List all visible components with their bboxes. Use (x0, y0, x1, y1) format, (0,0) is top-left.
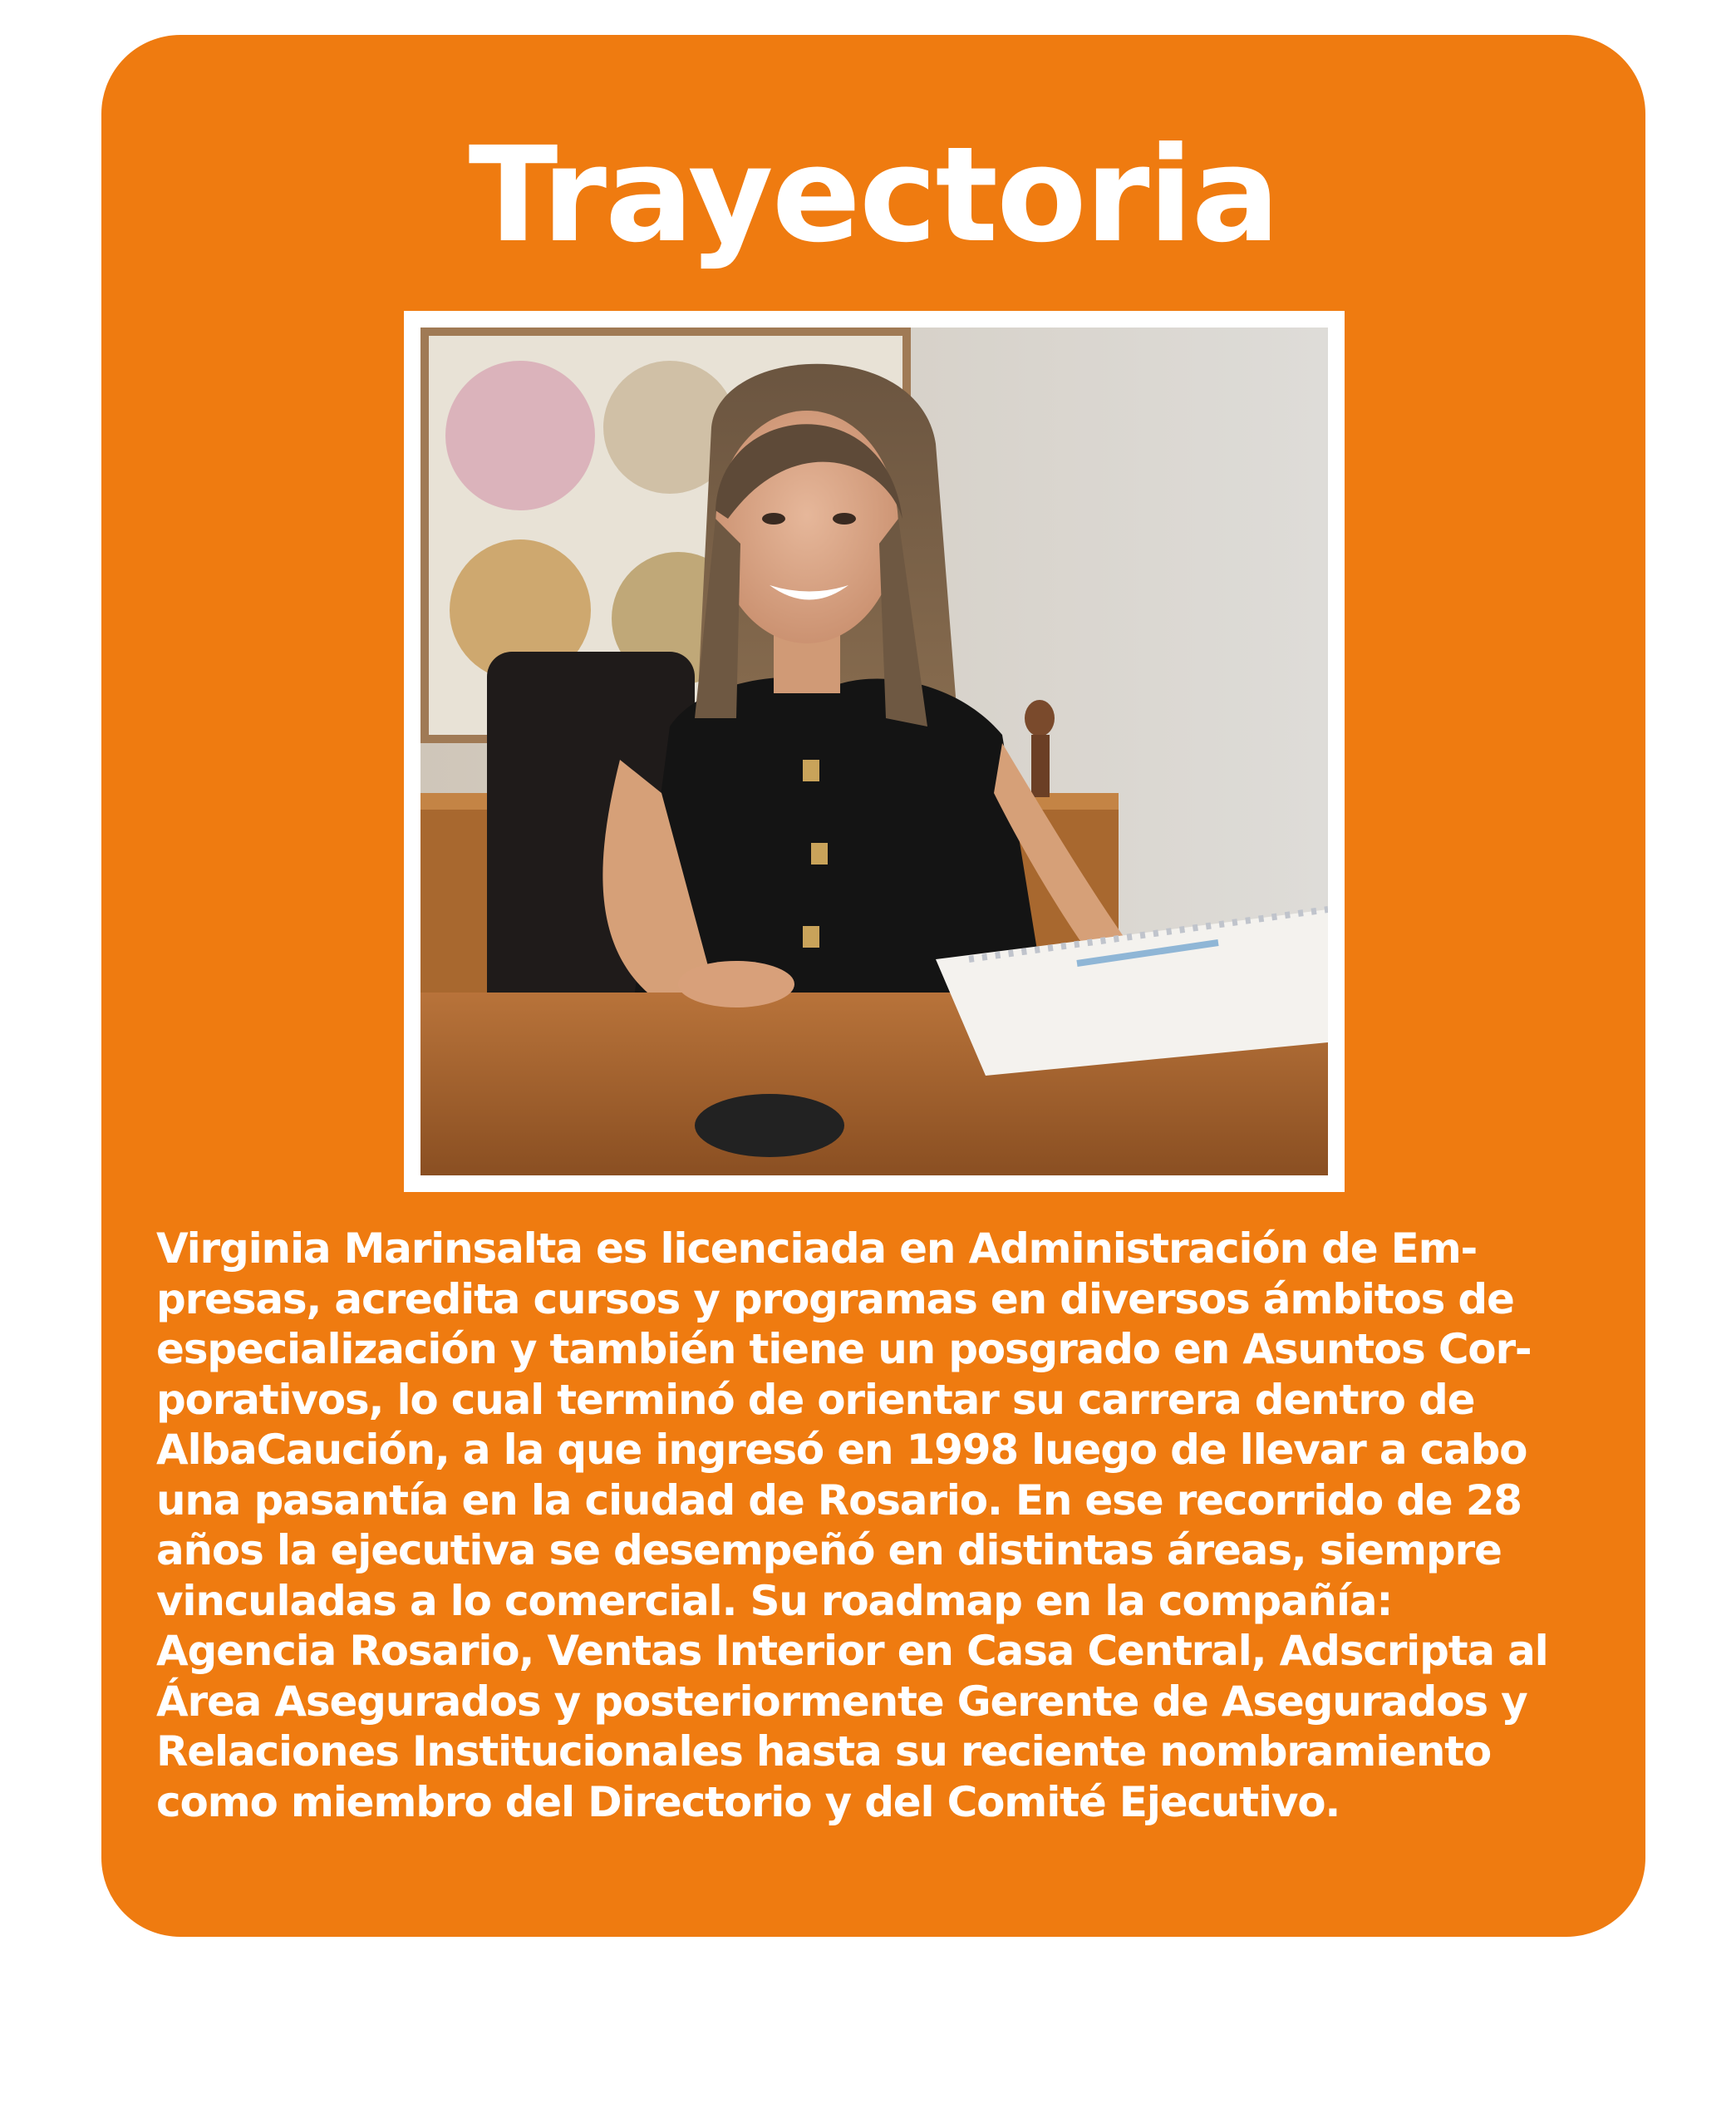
bio-line: años la ejecutiva se desempeñó en distintas áreas, siempre (156, 1526, 1502, 1574)
bio-line: especialización y también tiene un posgrado en Asuntos Cor- (156, 1325, 1532, 1373)
bio-paragraph (156, 1224, 1606, 1827)
bio-line: como miembro del Directorio y del Comité Ejecutivo. (156, 1777, 1340, 1826)
photo-frame (404, 311, 1345, 1192)
bio-line: una pasantía en la ciudad de Rosario. En ese recorrido de 28 (156, 1475, 1522, 1525)
bio-line: presas, acredita cursos y programas en diversos ámbitos de (156, 1274, 1514, 1323)
bio-line: Relaciones Institucionales hasta su reciente nombramiento (156, 1727, 1492, 1776)
bio-line: Área Asegurados y posteriormente Gerente de Asegurados y (156, 1677, 1527, 1726)
page-title: Trayectoria (468, 119, 1279, 272)
bio-line: porativos, lo cual terminó de orientar su carrera dentro de (156, 1375, 1475, 1424)
bio-line: Virginia Marinsalta es licenciada en Administración de Em- (156, 1224, 1478, 1273)
portrait-photo (420, 328, 1328, 1175)
bio-line: AlbaCaución, a la que ingresó en 1998 luego de llevar a cabo (156, 1426, 1527, 1474)
bio-line: vinculadas a lo comercial. Su roadmap en la compañía: (156, 1576, 1393, 1625)
trayectoria-card (101, 35, 1645, 1937)
bio-line: Agencia Rosario, Ventas Interior en Casa Central, Adscripta al (156, 1627, 1548, 1675)
